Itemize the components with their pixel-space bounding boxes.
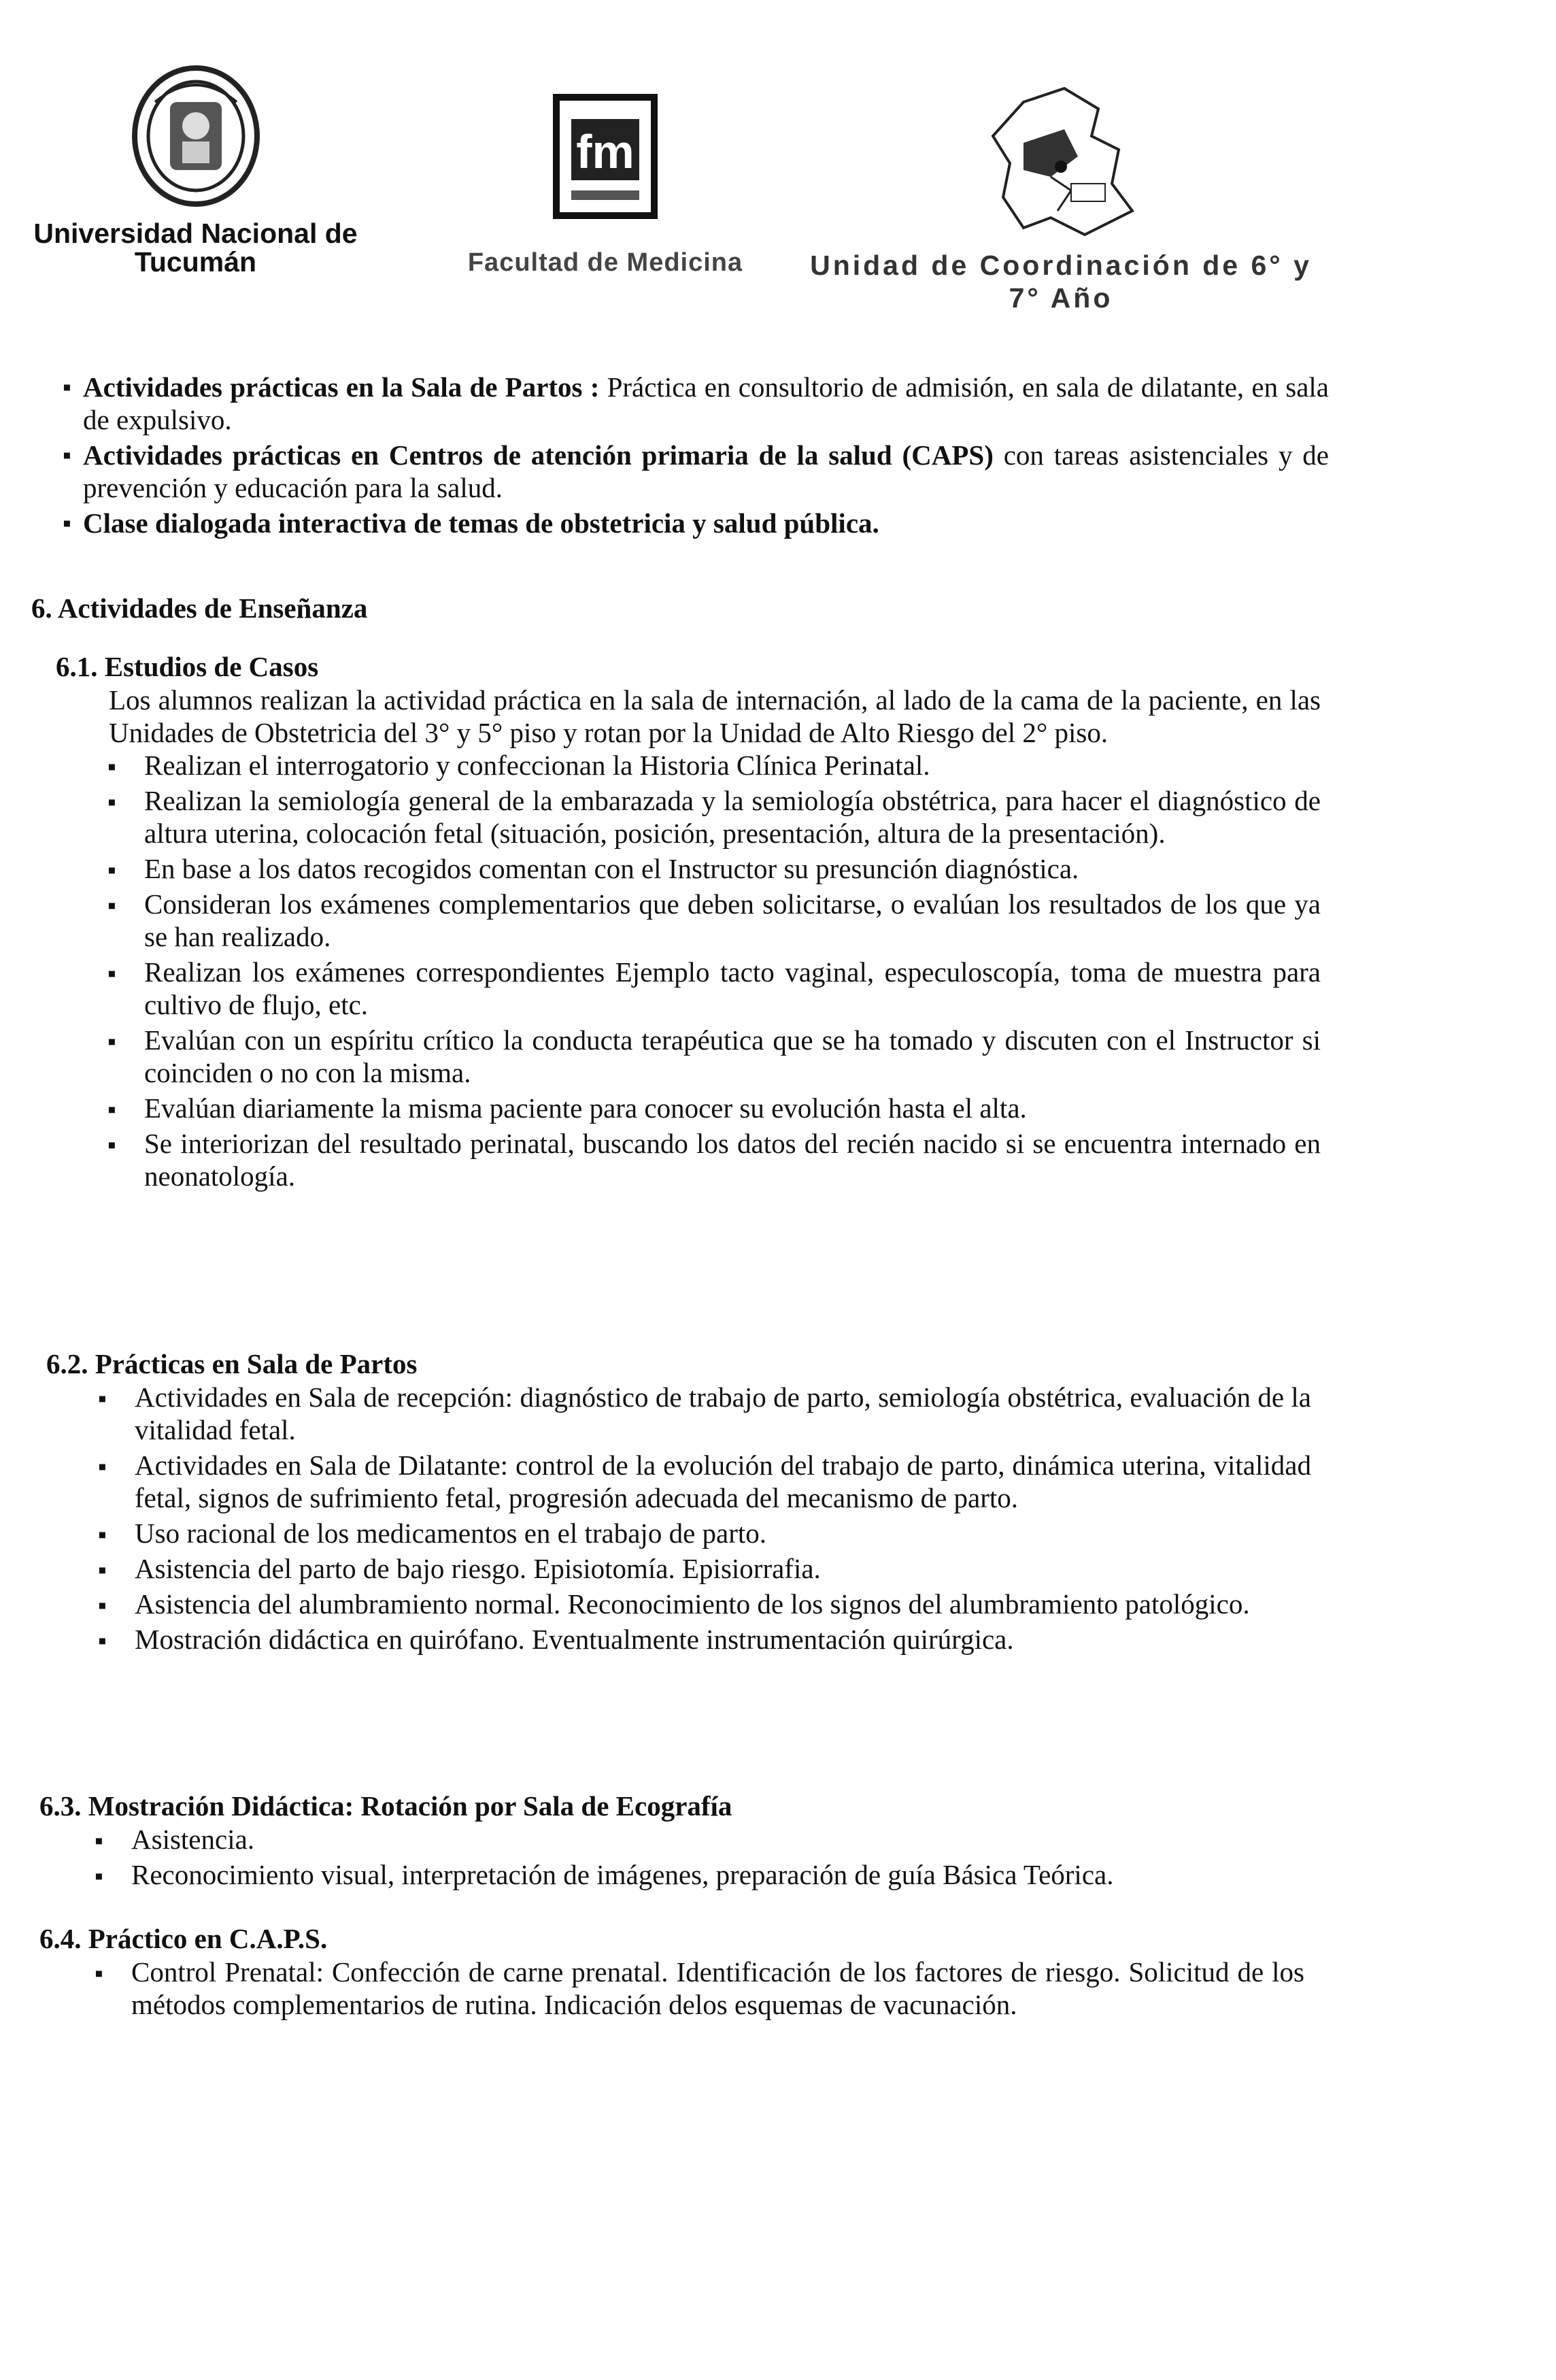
list-item: ▪ Control Prenatal: Confección de carne prenatal. Identificación de los factores de riesgo. Solicitud de los métodos complementarios de rutina. Indicación delos esquemas de vacunación. bbox=[131, 1956, 1304, 2021]
list-item: ▪ Realizan el interrogatorio y confeccionan la Historia Clínica Perinatal. bbox=[144, 749, 1321, 782]
university-header bbox=[0, 61, 391, 276]
intro-bullet-list bbox=[83, 371, 1329, 539]
list-item: ▪ En base a los datos recogidos comentan con el Instructor su presunción diagnóstica. bbox=[144, 852, 1321, 885]
section-6-2 bbox=[46, 1347, 1311, 1658]
section-heading: 6. Actividades de Enseñanza bbox=[31, 592, 368, 624]
bullet-list bbox=[46, 1381, 1311, 1656]
faculty-logo-icon bbox=[551, 92, 660, 221]
faculty-name: Facultad de Medicina bbox=[467, 248, 743, 277]
section-6-4 bbox=[39, 1922, 1304, 2024]
list-item: ▪ Consideran los exámenes complementarios que deben solicitarse, o evalúan los resultados de los que ya se han realizado. bbox=[144, 888, 1321, 953]
list-item: ▪ Clase dialogada interactiva de temas de obstetricia y salud pública. bbox=[83, 507, 1329, 539]
university-name: Universidad Nacional de Tucumán bbox=[33, 218, 358, 278]
subsection-heading: 6.3. Mostración Didáctica: Rotación por Sala de Ecografía bbox=[39, 1790, 732, 1822]
list-item: ▪ Asistencia del parto de bajo riesgo. Episiotomía. Episiorrafia. bbox=[135, 1552, 1311, 1585]
paragraph: Los alumnos realizan la actividad práctica en la sala de internación, al lado de la cama de la paciente, en las Unidades de Obstetricia del 3° y 5° piso y rotan por la Unidad de Alto Riesgo del 2° piso. bbox=[109, 684, 1321, 748]
subsection-heading: 6.2. Prácticas en Sala de Partos bbox=[46, 1348, 418, 1379]
coordination-unit-header bbox=[802, 82, 1319, 314]
university-seal-icon bbox=[128, 61, 264, 211]
list-item: ▪ Se interiorizan del resultado perinatal, buscando los datos del recién nacido si se encuentra internado en neonatología. bbox=[144, 1127, 1321, 1192]
list-item: ▪ Mostración didáctica en quirófano. Eventualmente instrumentación quirúrgica. bbox=[135, 1623, 1311, 1656]
list-item: ▪ Asistencia del alumbramiento normal. Reconocimiento de los signos del alumbramiento patológico. bbox=[135, 1588, 1311, 1620]
section-6-1 bbox=[56, 650, 1321, 1195]
section-6-3 bbox=[39, 1789, 1304, 1894]
list-item: ▪ Uso racional de los medicamentos en el trabajo de parto. bbox=[135, 1517, 1311, 1549]
coordination-unit-name: Unidad de Coordinación de 6° y 7° Año bbox=[810, 250, 1312, 314]
list-item: ▪ Evalúan con un espíritu crítico la conducta terapéutica que se ha tomado y discuten con el Instructor si coinciden o no con la misma. bbox=[144, 1024, 1321, 1089]
list-item: ▪ Evalúan diariamente la misma paciente para conocer su evolución hasta el alta. bbox=[144, 1092, 1321, 1124]
subsection-heading: 6.4. Práctico en C.A.P.S. bbox=[39, 1923, 328, 1954]
list-item: ▪ Realizan los exámenes correspondientes Ejemplo tacto vaginal, especuloscopía, toma de muestra para cultivo de flujo, etc. bbox=[144, 956, 1321, 1021]
list-item: ▪ Realizan la semiología general de la embarazada y la semiología obstétrica, para hacer el diagnóstico de altura uterina, colocación fetal (situación, posición, presentación, altura de la presentación). bbox=[144, 784, 1321, 850]
list-item: ▪ Asistencia. bbox=[131, 1823, 1304, 1856]
list-item: ▪ Actividades prácticas en la Sala de Partos : Práctica en consultorio de admisión, en sala de dilatante, en sala de expulsivo. bbox=[83, 371, 1329, 436]
bullet-list bbox=[39, 1956, 1304, 2021]
list-item: ▪ Actividades en Sala de Dilatante: control de la evolución del trabajo de parto, dinámica uterina, vitalidad fetal, signos de sufrimiento fetal, progresión adecuada del mecanismo de parto. bbox=[135, 1449, 1311, 1514]
svg-text:fm: fm bbox=[576, 125, 635, 178]
intro-activities bbox=[83, 371, 1329, 542]
bullet-list bbox=[56, 749, 1321, 1192]
province-map-icon bbox=[983, 82, 1139, 245]
list-item: ▪ Actividades en Sala de recepción: diagnóstico de trabajo de parto, semiología obstétrica, evaluación de la vitalidad fetal. bbox=[135, 1381, 1311, 1446]
subsection-heading: 6.1. Estudios de Casos bbox=[56, 651, 319, 682]
faculty-header bbox=[422, 92, 789, 278]
bullet-list bbox=[39, 1823, 1304, 1891]
list-item: ▪ Reconocimiento visual, interpretación de imágenes, preparación de guía Básica Teórica. bbox=[131, 1858, 1304, 1891]
list-item: ▪ Actividades prácticas en Centros de atención primaria de la salud (CAPS) con tareas asistenciales y de prevención y educación para la salud. bbox=[83, 439, 1329, 504]
